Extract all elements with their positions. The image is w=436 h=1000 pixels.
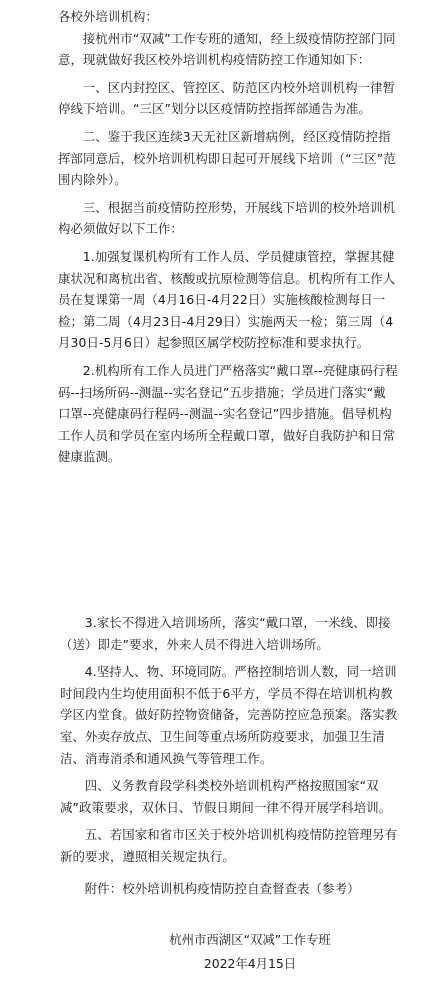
item-4-paragraph: 四、义务教育段学科类校外培训机构严格按照国家“双减”政策要求，双休日、节假日期间一律不得开展学科培训。 [60, 778, 392, 815]
signature-issuer: 杭州市西湖区“双减”工作专班 [169, 932, 331, 947]
attachment-line: 附件：校外培训机构疫情防控自查督查表（参考） [84, 880, 360, 896]
item-2-paragraph: 二、鉴于我区连续3天无社区新增病例，经区疫情防控指挥部同意后，校外培训机构即日起可开展线下培训（“三区”范围内除外）。 [58, 128, 396, 188]
item-3-3-paragraph: 3.家长不得进入培训场所，落实“戴口罩，一米线、即接（送）即走”要求，外来人员不得进入培训场所。 [60, 615, 391, 652]
intro-paragraph: 接杭州市“双减”工作专班的通知，经上级疫情防控部门同意，现就做好我区校外培训机构疫情防控工作通知如下： [58, 30, 396, 68]
item-3-1-paragraph: 1.加强复课机构所有工作人员、学员健康管控，掌握其健康状况和离杭出省、核酸或抗原检测等信息。机构所有工作人员在复课第一周（4月16日-4月22日）实施核酸检测每日一检；第二周（4月23日-4月29日）实施两天一检；第三周（4月30日-5月6日）起参照区属学校防控标准和要求执行。 [58, 248, 396, 351]
item-3-4-paragraph: 4.坚持人、物、环境同防。严格控制培训人数，同一培训时间段内生均使用面积不低于6平方，学员不得在培训机构教学区内堂食。做好防控物资储备，完善防控应急预案。落实教室、外卖存放点、卫生间等重点场所防疫要求，加强卫生清洁、消毒消杀和通风换气等管理工作。 [60, 664, 398, 766]
signature-block [150, 928, 350, 976]
signature-date: 2022年4月15日 [203, 956, 297, 971]
item-3-2-paragraph: 2.机构所有工作人员进门严格落实“戴口罩--亮健康码行程码--扫场所码--测温--实名登记”五步措施；学员进门落实“戴口罩--亮健康码行程码--测温--实名登记”四步措施。倡导机构工作人员和学员在室内场所全程戴口罩，做好自我防护和日常健康监测。 [58, 362, 398, 465]
document-lower-section [60, 612, 400, 899]
document-upper-section [58, 6, 398, 468]
item-1-paragraph: 一、区内封控区、管控区、防范区内校外培训机构一律暂停线下培训。“三区”划分以区疫情防控指挥部通告为准。 [58, 79, 396, 117]
item-3-paragraph: 三、根据当前疫情防控形势，开展线下培训的校外培训机构必须做好以下工作： [58, 199, 396, 237]
salutation: 各校外培训机构： [58, 9, 158, 24]
item-5-paragraph: 五、若国家和省市区关于校外培训机构疫情防控管理另有新的要求，遵照相关规定执行。 [60, 827, 398, 864]
